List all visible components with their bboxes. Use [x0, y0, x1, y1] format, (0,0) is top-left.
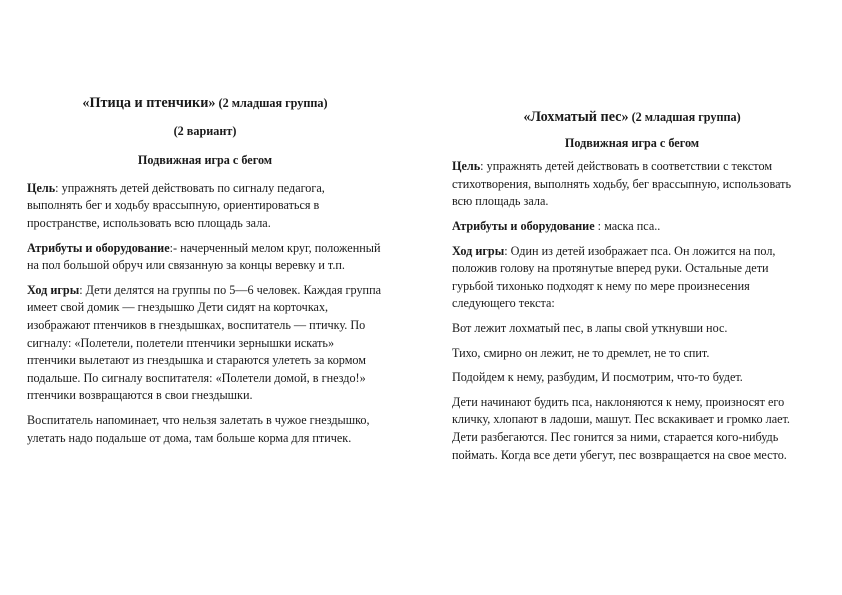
right-title-main: «Лохматый пес»	[523, 109, 629, 125]
left-goal-text: : упражнять детей действовать по сигналу педагога, выполнять бег и ходьбу врассыпную, ориентироваться в пространстве, использовать всю площадь зала.	[27, 180, 325, 230]
right-game-type: Подвижная игра с бегом	[564, 135, 700, 150]
right-attributes	[452, 218, 812, 236]
left-title-note: (2 младшая группа)	[215, 96, 328, 110]
right-goal-label: Цель	[452, 159, 481, 174]
right-attributes-text: : маска пса..	[594, 218, 661, 233]
right-course-text: : Один из детей изображает пса. Он ложится на пол, положив голову на протянутые вперед руки. Остальные дети гурьбой тихонько подходят к нему по мере произнесения следующего текста:	[452, 243, 776, 311]
left-game-title	[27, 95, 383, 113]
right-goal	[452, 158, 812, 211]
left-course-text: : Дети делятся на группы по 5—6 человек. Каждая группа имеет свой домик — гнездышко Дети сидят на корточках, изображают птенчиков в гнездышках, воспитатель — птичку. По сигналу: «Полетели, полетели птенчики зернышки искать» птенчики вылетают из гнездышка и стараются улететь за кормом подальше. По сигналу воспитателя: «Полетели домой, в гнездо!» птенчики возвращаются в свои гнездышки.	[27, 282, 381, 403]
right-game-ending: Дети начинают будить пса, наклоняются к нему, произносят его кличку, хлопают в ладоши, машут. Пес вскакивает и громко лает. Дети разбегаются. Пес гонится за ними, старается кого-нибудь поймать. Когда все дети убегут, пес возвращается на свое место.	[452, 394, 790, 462]
left-game-type: Подвижная игра с бегом	[137, 153, 273, 168]
left-attributes-text: :- начерченный мелом круг, положенный на пол большой обруч или связанную за концы веревку и т.п.	[27, 240, 381, 273]
right-attributes-label: Атрибуты и оборудование	[452, 218, 595, 233]
right-title-note: (2 младшая группа)	[628, 110, 741, 124]
right-goal-text: : упражнять детей действовать в соответствии с текстом стихотворения, выполнять ходьбу, бег врассыпную, использовать всю площадь зала.	[452, 159, 792, 209]
left-game-course	[27, 282, 383, 405]
right-verse-line-2: Тихо, смирно он лежит, не то дремлет, не то спит.	[452, 345, 710, 360]
left-title-main: «Птица и птенчики»	[82, 95, 216, 111]
right-verse-line-3: Подойдем к нему, разбудим, И посмотрим, что-то будет.	[452, 370, 743, 385]
left-goal-label: Цель	[27, 180, 56, 195]
right-verse-line-1: Вот лежит лохматый пес, в лапы свой уткнувши нос.	[452, 320, 728, 335]
right-course-label: Ход игры	[452, 243, 505, 258]
left-attributes	[27, 240, 383, 275]
left-variant: (2 вариант)	[173, 123, 237, 138]
right-game-title	[452, 109, 812, 127]
left-course-label: Ход игры	[27, 282, 80, 297]
right-game-column	[452, 109, 812, 471]
left-game-column	[27, 95, 383, 454]
left-goal	[27, 180, 383, 233]
left-teacher-note: Воспитатель напоминает, что нельзя залетать в чужое гнездышко, улетать надо подальше от дома, там больше корма для птичек.	[27, 412, 370, 445]
right-game-course	[452, 243, 812, 313]
left-attributes-label: Атрибуты и оборудование	[27, 240, 170, 255]
